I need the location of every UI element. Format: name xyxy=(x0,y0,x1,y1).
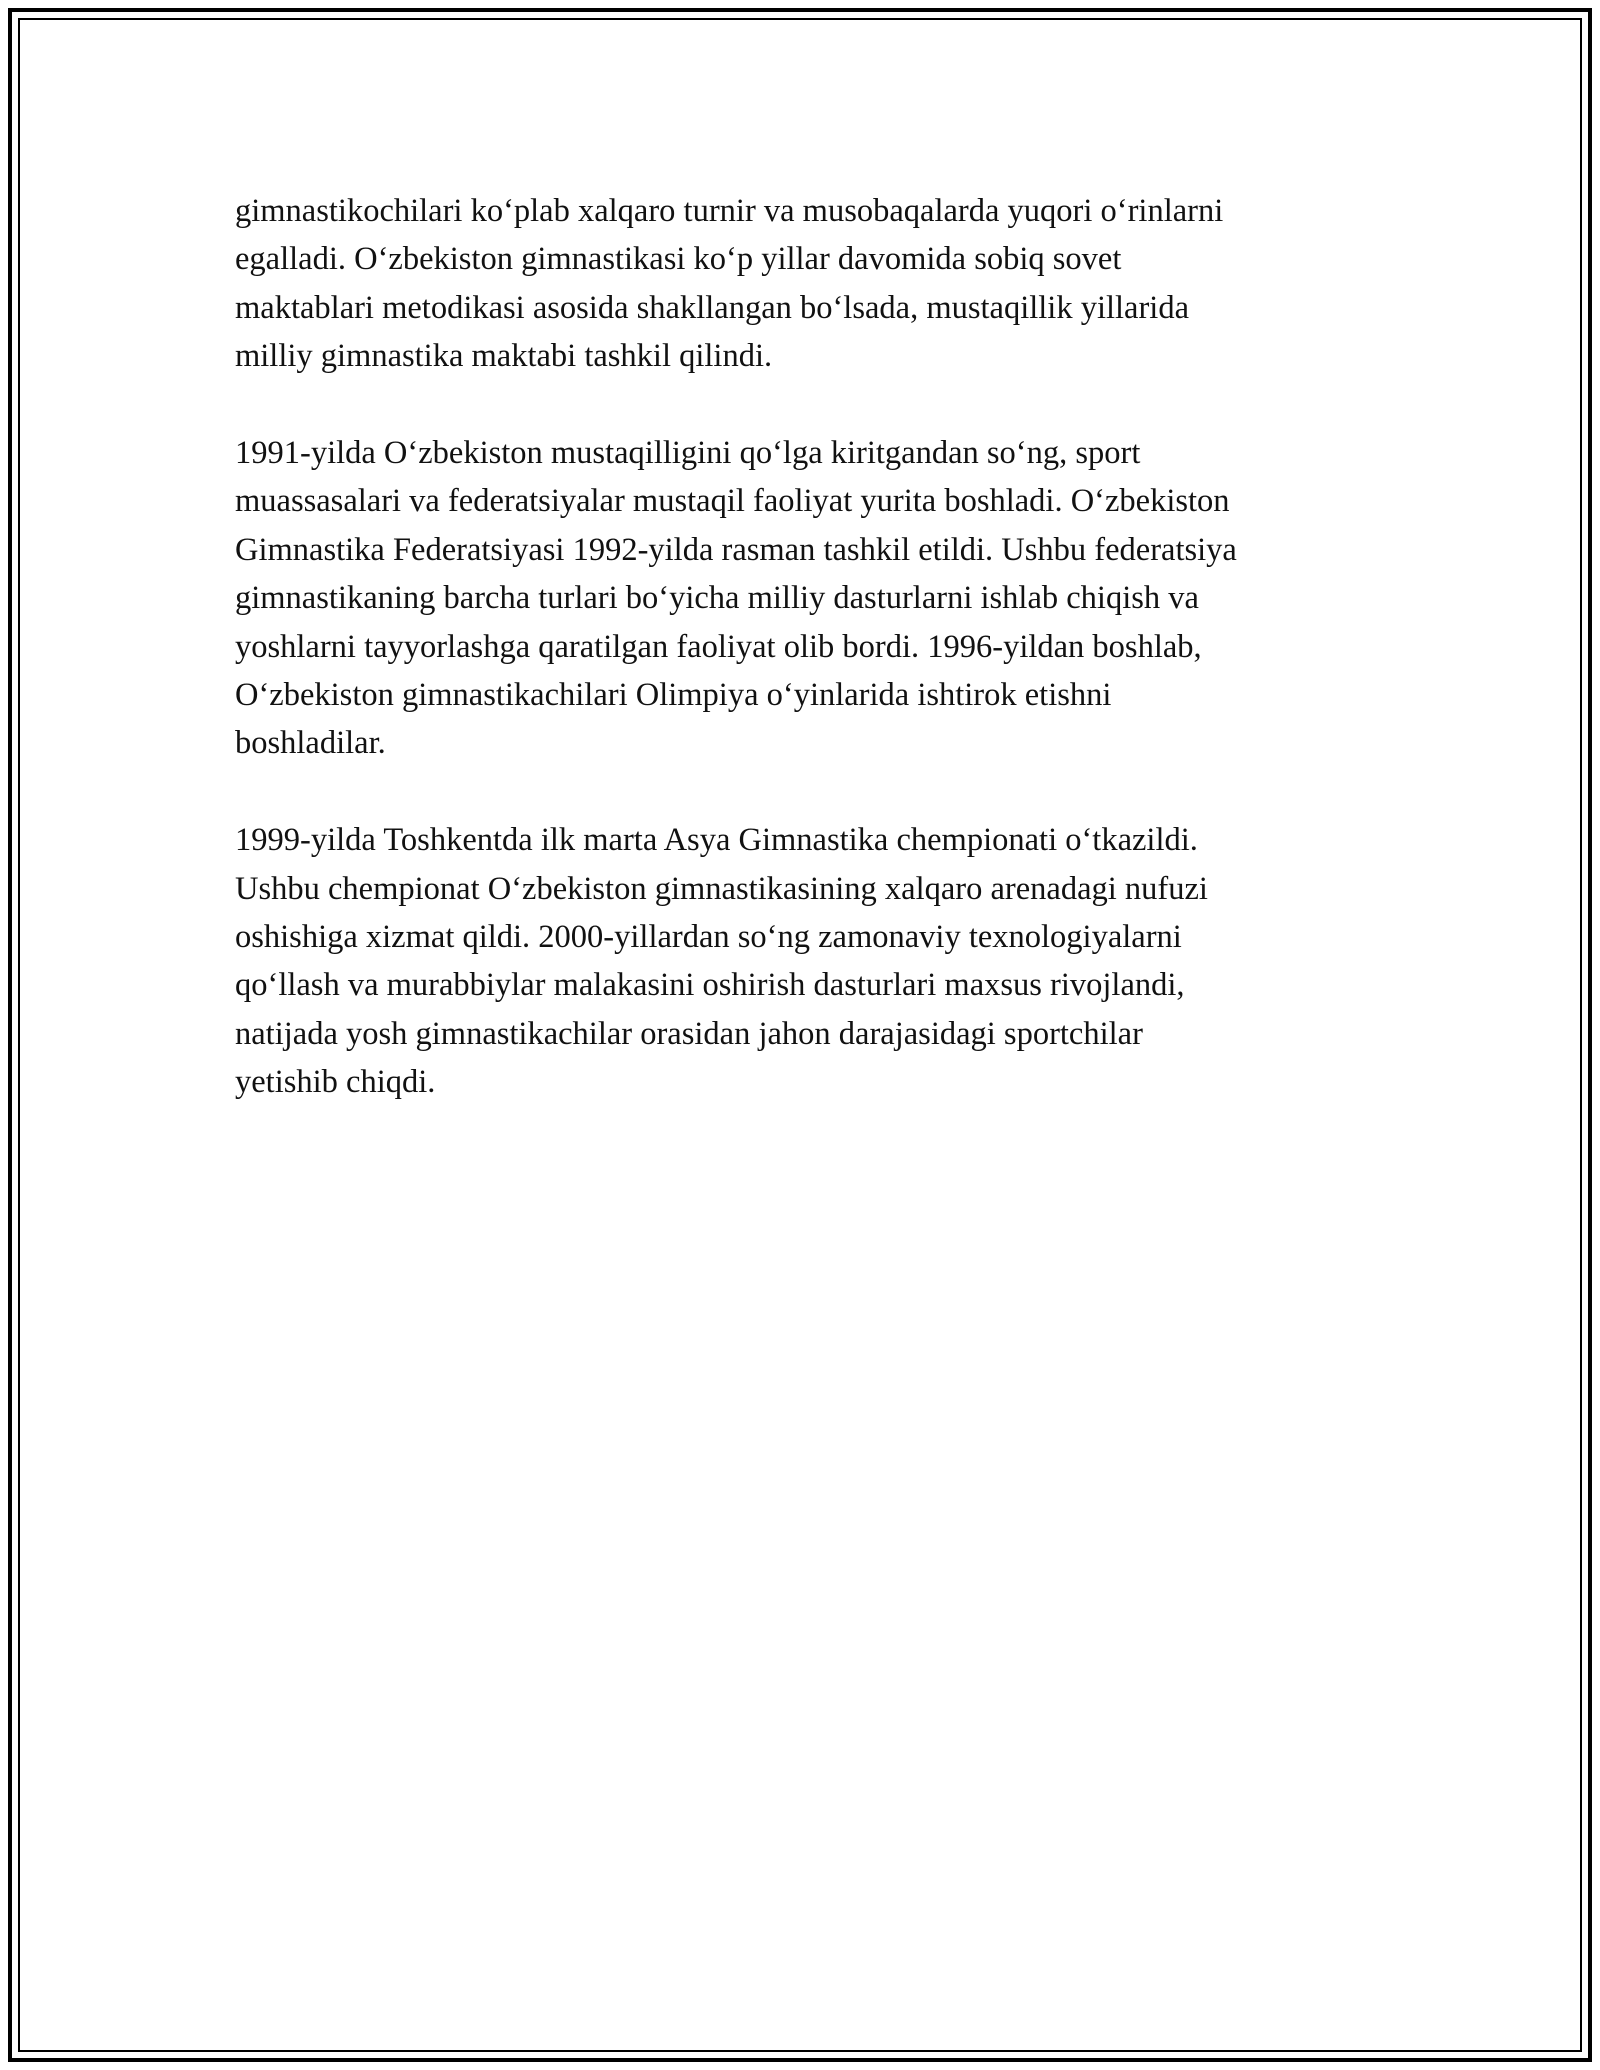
paragraph-3: 1999-yilda Toshkentda ilk marta Asya Gimnastika chempionati oʻtkazildi. Ushbu chempionat Oʻzbekiston gimnastikasining xalqaro arenadagi nufuzi oshishiga xizmat qildi. 2000-yillardan soʻng zamonaviy texnologiyalarni qoʻllash va murabbiylar malakasini oshirish dasturlari maxsus rivojlandi, natijada yosh gimnastikachilar orasidan jahon darajasidagi sportchilar yetishib chiqdi. xyxy=(235,822,1208,1101)
document-body xyxy=(235,187,1375,1155)
paragraph-2: 1991-yilda Oʻzbekiston mustaqilligini qoʻlga kiritgandan soʻng, sport muassasalari va federatsiyalar mustaqil faoliyat yurita boshladi. Oʻzbekiston Gimnastika Federatsiyasi 1992-yilda rasman tashkil etildi. Ushbu federatsiya gimnastikaning barcha turlari boʻyicha milliy dasturlarni ishlab chiqish va yoshlarni tayyorlashga qaratilgan faoliyat olib bordi. 1996-yildan boshlab, Oʻzbekiston gimnastikachilari Olimpiya oʻyinlarida ishtirok etishni boshladilar. xyxy=(235,435,1237,762)
paragraph-1: gimnastikochilari koʻplab xalqaro turnir va musobaqalarda yuqori oʻrinlarni egalladi. Oʻzbekiston gimnastikasi koʻp yillar davomida sobiq sovet maktablari metodikasi asosida shakllangan boʻlsada, mustaqillik yillarida milliy gimnastika maktabi tashkil qilindi. xyxy=(235,193,1224,375)
